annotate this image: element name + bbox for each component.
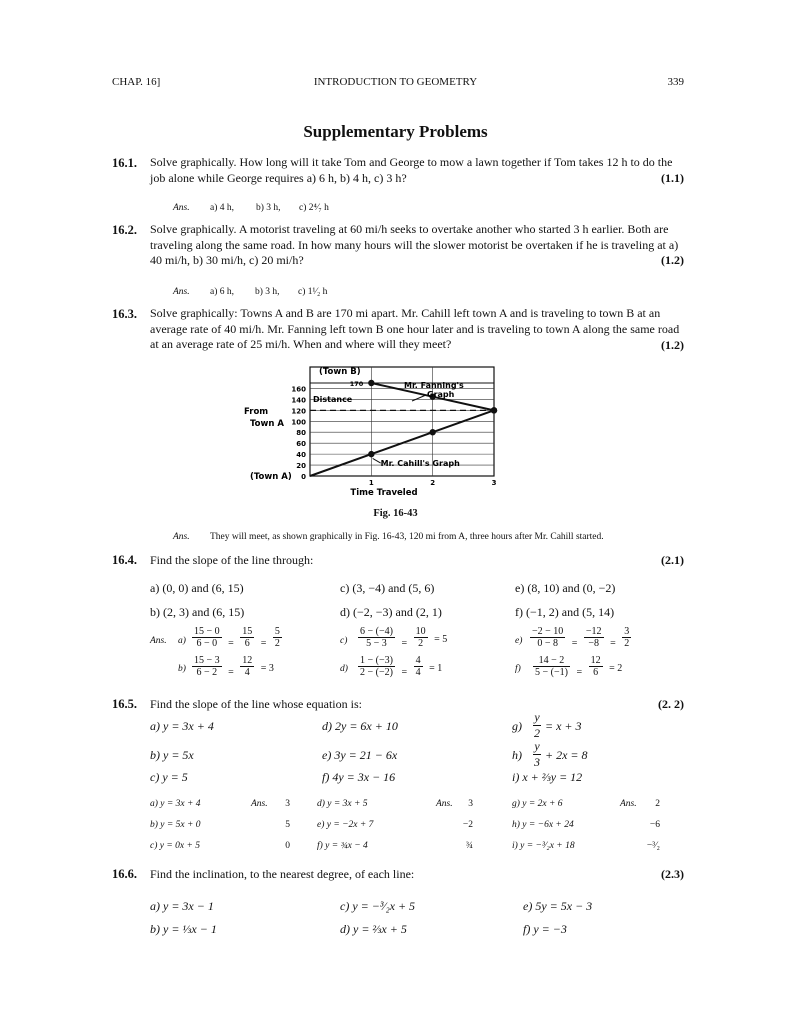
fraction: $\frac{y}{3}$ bbox=[534, 739, 540, 769]
equation-item: b) y = ⅓x − 1 bbox=[150, 922, 217, 936]
problem-reference: (1.2) bbox=[661, 338, 684, 352]
origin-value: 0 bbox=[301, 473, 306, 481]
fraction: $\frac{14 - 2}{5 - (-1)}$ bbox=[535, 655, 568, 678]
fraction: $\frac{1 - (-3)}{2 - (-2)}$ bbox=[360, 655, 393, 678]
problem-text: Solve graphically: Towns A and B are 170 mi apart. Mr. Cahill left town A and is traveling to town B at an average rate of 40 mi/h. Mr. Fanning left town B one hour later and is traveling to town A along the same road at an average rate of 25 mi/h. When and where will they meet? bbox=[150, 306, 680, 351]
answer-slope: −2 bbox=[462, 820, 473, 830]
problem-reference: (1.2) bbox=[661, 253, 684, 267]
answer-slope: 0 bbox=[285, 841, 290, 851]
answer-equation: h) y = −6x + 24 bbox=[512, 820, 574, 830]
slope-answer-e: $\frac{-2 - 10}{0 - 8}$ = $\frac{-12}{-8}$ = $\frac{3}{2}$ bbox=[532, 626, 630, 649]
town-b-label: (Town B) bbox=[319, 367, 361, 377]
section-title: Supplementary Problems bbox=[303, 122, 488, 141]
answer-text: They will meet, as shown graphically in Fig. 16-43, 120 mi from A, three hours after Mr. Cahill started. bbox=[210, 532, 604, 542]
problem-text: Find the slope of the line through: bbox=[150, 553, 314, 567]
series-label: Mr. Cahill's Graph bbox=[380, 459, 460, 469]
problem-number: 16.2. bbox=[112, 223, 137, 237]
problem-item: a) (0, 0) and (6, 15) bbox=[150, 581, 244, 595]
fraction: $\frac{5}{2}$ bbox=[274, 626, 280, 649]
answer-letter: f) bbox=[515, 664, 521, 674]
equation-item: i) x + ⅔y = 12 bbox=[512, 770, 583, 784]
answer-letter: e) bbox=[515, 636, 523, 646]
axis-label-town-a: Town A bbox=[250, 419, 284, 429]
fraction: $\frac{6 - (-4)}{5 - 3}$ bbox=[360, 626, 393, 649]
y-tick-label: 60 bbox=[296, 440, 306, 449]
fraction: $\frac{15}{6}$ bbox=[242, 626, 253, 649]
problem-item: b) (2, 3) and (6, 15) bbox=[150, 605, 245, 619]
answer-slope: 5 bbox=[285, 820, 290, 830]
answer-equation: f) y = ¾x − 4 bbox=[317, 841, 368, 851]
problem-text: Find the slope of the line whose equation is: bbox=[150, 697, 362, 711]
y-tick-label: 20 bbox=[296, 462, 306, 471]
equation-item-g bbox=[533, 710, 582, 742]
fraction: $\frac{12}{6}$ bbox=[590, 655, 601, 678]
equation-item: c) y = −³⁄₂x + 5 bbox=[340, 899, 416, 913]
answer-equation: d) y = 3x + 5 bbox=[317, 799, 368, 809]
answer-label: Ans. bbox=[173, 203, 190, 213]
equation-rest: = x + 3 bbox=[545, 719, 582, 733]
equation-item: f) y = −3 bbox=[523, 922, 567, 936]
answer-equation: i) y = −³⁄₂x + 18 bbox=[512, 841, 575, 851]
data-point bbox=[368, 451, 374, 457]
problem-number: 16.1. bbox=[112, 156, 137, 170]
series-label: Mr. Fanning's bbox=[404, 381, 464, 390]
figure-16-43 bbox=[230, 362, 530, 502]
answer-equation: c) y = 0x + 5 bbox=[150, 841, 201, 851]
answer-label: Ans. bbox=[620, 799, 637, 809]
fraction: $\frac{15 - 0}{6 - 0}$ bbox=[194, 626, 220, 649]
equation-item: e) 5y = 5x − 3 bbox=[523, 899, 593, 913]
answer-equation: b) y = 5x + 0 bbox=[150, 820, 201, 830]
problem-number: 16.3. bbox=[112, 307, 137, 321]
answer-item: c) 2⁴⁄₇ h bbox=[299, 203, 329, 213]
problem-text: Find the inclination, to the nearest degree, of each line: bbox=[150, 867, 415, 881]
x-tick-label: 2 bbox=[430, 479, 436, 487]
label-arrow bbox=[412, 395, 426, 401]
problem-text: Solve graphically. How long will it take Tom and George to mow a lawn together if Tom takes 12 h to do the job alone while George requires a) 6 h, b) 4 h, c) 3 h? bbox=[150, 155, 673, 185]
problem-number: 16.5. bbox=[112, 697, 137, 711]
y-tick-label: 140 bbox=[291, 396, 306, 405]
answer-item: a) 4 h, bbox=[210, 203, 235, 213]
y-tick-label: 40 bbox=[296, 451, 306, 460]
fraction: $\frac{3}{2}$ bbox=[624, 626, 630, 649]
page-number: 339 bbox=[667, 76, 684, 88]
figure-caption: Fig. 16-43 bbox=[373, 508, 418, 519]
y-tick-label: 120 bbox=[291, 407, 306, 416]
fraction: $\frac{-2 - 10}{0 - 8}$ bbox=[532, 626, 564, 649]
answer-item: b) 3 h, bbox=[256, 203, 281, 213]
problem-item: e) (8, 10) and (0, −2) bbox=[515, 581, 616, 595]
running-header-title: INTRODUCTION TO GEOMETRY bbox=[313, 76, 478, 88]
answer-slope: 3 bbox=[468, 799, 473, 809]
equation-item: b) y = 5x bbox=[150, 748, 194, 762]
fraction: $\frac{-12}{-8}$ bbox=[585, 626, 602, 649]
axis-label-distance: Distance bbox=[313, 395, 353, 404]
problem-reference: (2. 2) bbox=[658, 697, 684, 711]
answer-label: Ans. bbox=[150, 636, 167, 646]
answer-letter: a) bbox=[178, 636, 186, 646]
fraction: $\frac{12}{4}$ bbox=[242, 655, 253, 678]
running-header-chapter: CHAP. 16] bbox=[112, 76, 161, 88]
x-axis-label: Time Traveled bbox=[350, 488, 418, 498]
equation-rest: + 2x = 8 bbox=[545, 748, 588, 762]
equation-item: d) y = ⅔x + 5 bbox=[340, 922, 407, 936]
fraction: $\frac{y}{2}$ bbox=[534, 710, 540, 740]
fraction: $\frac{4}{4}$ bbox=[415, 655, 421, 678]
series-label: Graph bbox=[427, 390, 455, 399]
answer-label: Ans. bbox=[251, 799, 268, 809]
data-point bbox=[429, 429, 435, 435]
answer-equation: g) y = 2x + 6 bbox=[512, 799, 563, 809]
answer-label: Ans. bbox=[173, 532, 190, 542]
answer-slope: 3 bbox=[285, 799, 290, 809]
equation-item: d) 2y = 6x + 10 bbox=[322, 719, 398, 733]
equation-label: g) bbox=[512, 719, 522, 733]
fraction: $\frac{10}{2}$ bbox=[415, 626, 426, 649]
answer-label: Ans. bbox=[173, 287, 190, 297]
problem-item: d) (−2, −3) and (2, 1) bbox=[340, 605, 442, 619]
problem-reference: (2.1) bbox=[661, 553, 684, 567]
equation-item: a) y = 3x − 1 bbox=[150, 899, 214, 913]
problem-reference: (2.3) bbox=[661, 867, 684, 881]
answer-item: b) 3 h, bbox=[255, 287, 280, 297]
equation-item: e) 3y = 21 − 6x bbox=[322, 748, 398, 762]
slope-answer-f: $\frac{14 - 2}{5 - (-1)}$ = $\frac{12}{6}$ $^{= 2}$ bbox=[535, 655, 623, 678]
answer-slope: −³⁄₂ bbox=[646, 841, 660, 851]
x-tick-label: 3 bbox=[491, 479, 497, 487]
equation-item: c) y = 5 bbox=[150, 770, 188, 784]
problem-number: 16.4. bbox=[112, 553, 137, 567]
slope-answer-c: $\frac{6 - (-4)}{5 - 3}$ = $\frac{10}{2}$ $^{= 5}$ bbox=[360, 626, 448, 649]
answer-label: Ans. bbox=[436, 799, 453, 809]
origin-label: (Town A) bbox=[250, 472, 292, 482]
x-tick-label: 1 bbox=[368, 479, 374, 487]
data-point bbox=[491, 407, 497, 413]
y-tick-label: 80 bbox=[296, 429, 306, 438]
equation-item: a) y = 3x + 4 bbox=[150, 719, 214, 733]
fraction: $\frac{15 - 3}{6 - 2}$ bbox=[194, 655, 220, 678]
axis-label-from: From bbox=[244, 407, 269, 417]
answer-slope: 2 bbox=[655, 799, 660, 809]
data-point bbox=[368, 380, 374, 386]
answer-slope: −6 bbox=[649, 820, 660, 830]
answer-equation: a) y = 3x + 4 bbox=[150, 799, 201, 809]
answer-item: c) 1¹⁄₂ h bbox=[298, 287, 328, 297]
answer-slope: ¾ bbox=[465, 841, 473, 851]
equation-item-h bbox=[533, 739, 588, 771]
problem-reference: (1.1) bbox=[661, 171, 684, 185]
y-tick-label: 100 bbox=[291, 418, 306, 427]
answer-letter: b) bbox=[178, 664, 186, 674]
answer-letter: d) bbox=[340, 664, 348, 674]
slope-answer-d: $\frac{1 - (-3)}{2 - (-2)}$ = $\frac{4}{4}$ $^{= 1}$ bbox=[360, 655, 443, 678]
slope-answer-a: $\frac{15 - 0}{6 - 0}$ = $\frac{15}{6}$ = $\frac{5}{2}$ bbox=[194, 626, 280, 649]
label-arrow bbox=[373, 458, 381, 463]
answer-equation: e) y = −2x + 7 bbox=[317, 820, 374, 830]
legend-label bbox=[313, 395, 353, 404]
equation-item: f) 4y = 3x − 16 bbox=[322, 770, 396, 784]
equation-label: h) bbox=[512, 748, 522, 762]
problem-item: c) (3, −4) and (5, 6) bbox=[340, 581, 435, 595]
y-tick-label: 160 bbox=[291, 385, 306, 394]
slope-answer-b: $\frac{15 - 3}{6 - 2}$ = $\frac{12}{4}$ $^{= 3}$ bbox=[194, 655, 274, 678]
problem-number: 16.6. bbox=[112, 867, 137, 881]
answer-item: a) 6 h, bbox=[210, 287, 235, 297]
answer-letter: c) bbox=[340, 636, 348, 646]
problem-item: f) (−1, 2) and (5, 14) bbox=[515, 605, 615, 619]
problem-text: Solve graphically. A motorist traveling at 60 mi/h seeks to overtake another who started 3 h earlier. Both are traveling along the same road. In how many hours will the slower motorist be overtaken if he is traveling at a) 40 mi/h, b) 30 mi/h, c) 20 mi/h? bbox=[150, 222, 679, 267]
town-b-value: 170 bbox=[349, 380, 364, 388]
